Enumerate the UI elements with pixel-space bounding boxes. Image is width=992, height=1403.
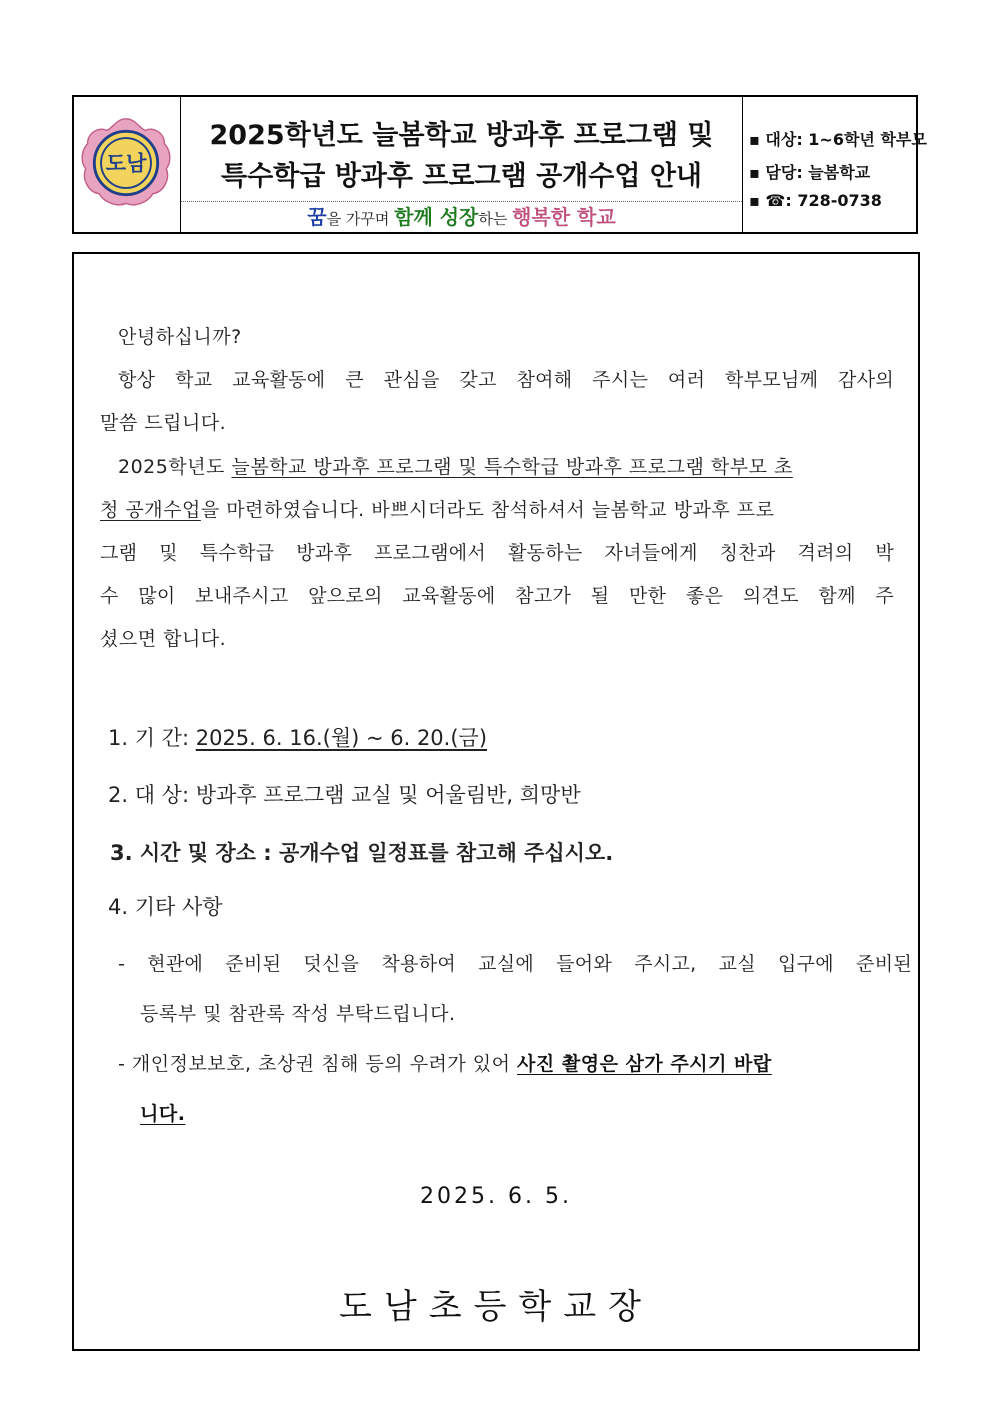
note-2-emphasis: 사진 촬영은 삼가 주시기 바랍	[517, 1053, 772, 1075]
title-line-1: 2025학년도 늘봄학교 방과후 프로그램 및	[209, 120, 714, 151]
paragraph-1-line-1: 항상 학교 교육활동에 큰 관심을 갖고 참여해 주시는 여러 학부모님께 감사의	[118, 369, 894, 391]
paragraph-2-line-3: 그램 및 특수학급 방과후 프로그램에서 활동하는 자녀들에게 칭찬과 격려의 박	[100, 542, 894, 564]
paragraph-2-line-5: 셨으면 합니다.	[100, 628, 227, 650]
note-2-text: - 개인정보보호, 초상권 침해 등의 우려가 있어	[118, 1053, 518, 1075]
motto-word-2: 을 가꾸며	[326, 210, 395, 228]
item-period-value: 2025. 6. 16.(월) ~ 6. 20.(금)	[195, 726, 488, 750]
paragraph-1-line-2: 말씀 드립니다.	[100, 412, 227, 434]
motto-word-1: 꿈	[307, 205, 327, 229]
year-text: 2025학년도	[118, 456, 232, 478]
event-title-underlined-cont: 청 공개수업	[100, 499, 201, 521]
note-1-line-1: - 현관에 준비된 덧신을 착용하여 교실에 들어와 주시고, 교실 입구에 준비된	[118, 953, 912, 975]
target-info: ▪ 대상: 1~6학년 학부모	[749, 130, 927, 149]
motto-word-5: 행복한 학교	[512, 205, 616, 229]
item-target: 2. 대 상: 방과후 프로그램 교실 및 어울림반, 희망반	[108, 783, 581, 807]
paragraph-2-line-2	[100, 495, 775, 522]
item-time-place: 3. 시간 및 장소 : 공개수업 일정표를 참고해 주십시오.	[110, 841, 614, 865]
paragraph-2-line-1	[118, 452, 793, 479]
title-line-2: 특수학급 방과후 프로그램 공개수업 안내	[221, 161, 702, 192]
header-table	[72, 95, 927, 234]
title-cell	[181, 97, 743, 232]
emblem-text: 도남	[105, 150, 147, 176]
school-motto	[181, 201, 742, 235]
info-cell	[743, 97, 927, 232]
phone-info: ▪ ☎: 728-0738	[749, 191, 882, 210]
item-period	[108, 722, 487, 752]
item-other: 4. 기타 사항	[108, 895, 223, 919]
event-title-underlined: 늘봄학교 방과후 프로그램 및 특수학급 방과후 프로그램 학부모 초	[231, 456, 793, 478]
letter-body	[72, 252, 920, 1351]
contact-dept-info: ▪ 담당: 늘봄학교	[749, 163, 871, 182]
issue-date: 2025. 6. 5.	[420, 1184, 572, 1209]
school-emblem-icon	[78, 115, 174, 211]
signature: 도남초등학교장	[339, 1287, 653, 1327]
greeting: 안녕하십니까?	[118, 326, 242, 348]
note-2-line-2: 니다.	[140, 1103, 186, 1125]
item-period-label: 1. 기 간:	[108, 726, 196, 750]
note-1-line-2: 등록부 및 참관록 작성 부탁드립니다.	[140, 1003, 456, 1025]
motto-word-3: 함께 성장	[394, 205, 479, 229]
paragraph-2-line-4: 수 많이 보내주시고 앞으로의 교육활동에 참고가 될 만한 좋은 의견도 함께 주	[100, 585, 894, 607]
logo-cell	[74, 97, 181, 232]
note-2-line-1	[118, 1049, 772, 1076]
paragraph-2-line-2-text: 을 마련하였습니다. 바쁘시더라도 참석하셔서 늘봄학교 방과후 프로	[200, 499, 775, 521]
motto-word-4: 하는	[478, 210, 513, 228]
